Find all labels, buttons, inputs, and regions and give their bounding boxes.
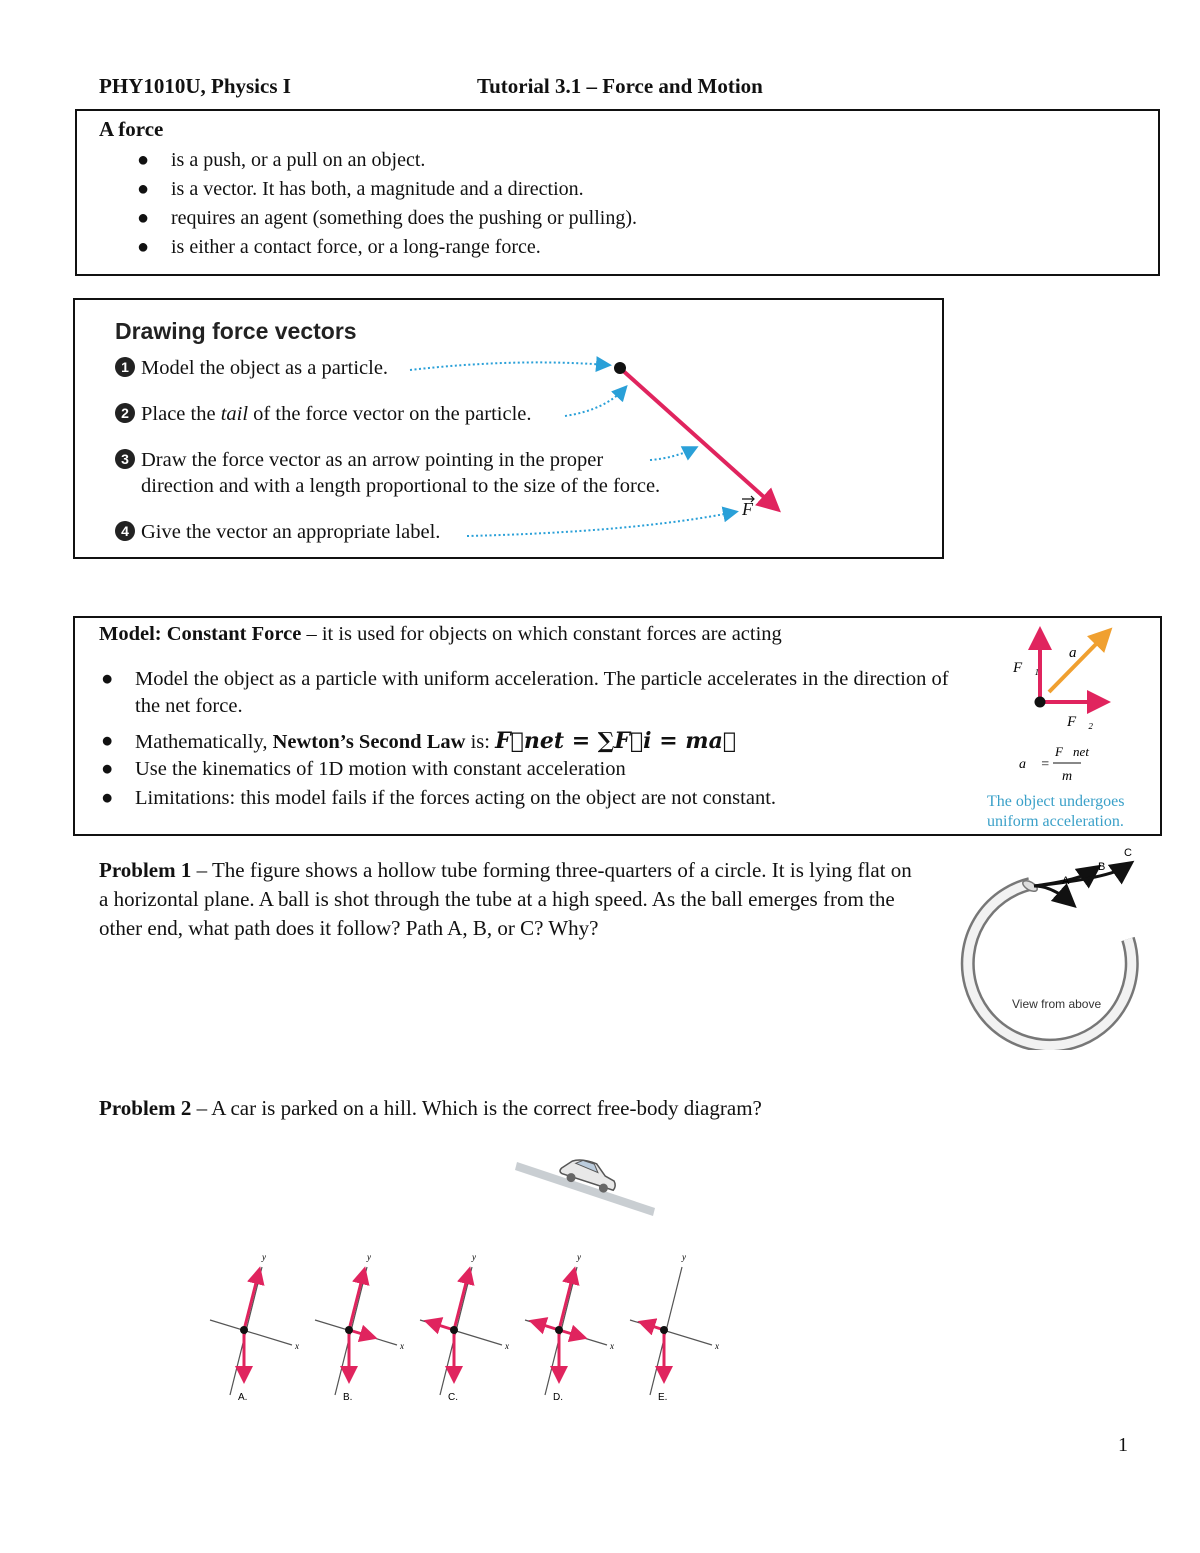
hollow-tube-figure [960, 844, 1150, 1050]
leader-step2 [565, 388, 625, 416]
step-2: 2 Place the tail of the force vector on the particle. [115, 403, 532, 426]
constant-force-model-box [73, 616, 1162, 836]
model-heading: Model: Constant Force – it is used for objects on which constant forces are acting [99, 623, 782, 645]
diagram-a-label: A. [238, 1392, 248, 1403]
step-3-continued: direction and with a length proportional to the size of the force. [141, 475, 661, 497]
figure-caption-line2: uniform acceleration. [987, 813, 1124, 830]
f2-label: F⃗₂ [1067, 714, 1094, 730]
normal-arrow [349, 1275, 363, 1330]
force-definition-box [75, 109, 1160, 276]
diagram-d[interactable] [525, 1252, 614, 1403]
vector-label: F [742, 499, 753, 519]
y-label: y [682, 1252, 686, 1262]
x-label: x [610, 1341, 614, 1351]
force-vector-arrow [620, 368, 775, 507]
force-properties-list [137, 146, 638, 262]
particle-dot [450, 1326, 458, 1334]
x-label: x [295, 1341, 299, 1351]
drawing-vectors-title: Drawing force vectors [115, 318, 357, 344]
list-item: ● Use the kinematics of 1D motion with constant acceleration [101, 758, 626, 780]
x-label: x [715, 1341, 719, 1351]
normal-arrow [454, 1275, 468, 1330]
tutorial-title: Tutorial 3.1 – Force and Motion [477, 74, 763, 98]
problem-1: Problem 1 – The figure shows a hollow tube forming three-quarters of a circle. It is lying flat on a horizontal plane. A ball is shot through the tube at a high speed. As the ball emerges from the other end, what path does it follow? Path A, B, or C? Why? [99, 858, 912, 940]
free-body-diagrams [200, 1245, 730, 1405]
figure-caption-line1: The object undergoes [987, 793, 1125, 810]
diagram-b[interactable] [315, 1252, 404, 1403]
list-item: ● requires an agent (something does the pushing or pulling). [137, 207, 638, 229]
list-item: ● Limitations: this model fails if the forces acting on the object are not constant. [101, 787, 777, 809]
equation-left: a⃗ = [1019, 757, 1050, 772]
particle-dot [240, 1326, 248, 1334]
step-1: 1 Model the object as a particle. [115, 357, 388, 380]
y-label: y [472, 1252, 476, 1262]
x-label: x [400, 1341, 404, 1351]
newtons-second-law-equation: F⃗net = ∑F⃗i = ma⃗ [495, 728, 737, 754]
path-a-label: A [1062, 875, 1070, 887]
page-number: 1 [1118, 1434, 1128, 1456]
list-item: ● Model the object as a particle with uniform acceleration. The particle accelerates in the direction of the net force. [101, 668, 949, 717]
leader-step3 [650, 448, 695, 460]
normal-arrow [559, 1275, 573, 1330]
particle-dot [660, 1326, 668, 1334]
model-bullets [101, 666, 965, 812]
car-on-hill-figure [515, 1150, 660, 1220]
step-4: 4 Give the vector an appropriate label. [115, 521, 440, 544]
path-b-label: B [1098, 861, 1106, 873]
tube-inner [968, 884, 1132, 1046]
diagram-e-label: E. [658, 1392, 668, 1403]
problem-2: Problem 2 – A car is parked on a hill. Which is the correct free-body diagram? [99, 1096, 762, 1120]
x-axis [210, 1320, 292, 1345]
y-label: y [577, 1252, 581, 1262]
diagram-e[interactable] [630, 1252, 719, 1403]
uniform-acceleration-figure [983, 622, 1159, 832]
force-vector-diagram [75, 300, 941, 556]
leader-step1 [410, 362, 608, 370]
list-item: ● is either a contact force, or a long-range force. [137, 236, 541, 258]
leader-step4 [467, 512, 735, 536]
drawing-force-vectors-box [73, 298, 944, 559]
path-c-label: C [1124, 847, 1132, 859]
acceleration-label: a⃗ [1069, 645, 1089, 661]
list-item: ● Mathematically, Newton’s Second Law is: F⃗net = ∑F⃗i = ma⃗ [101, 728, 737, 754]
path-a-arrow [1034, 886, 1070, 902]
view-from-above-caption: View from above [1012, 997, 1102, 1011]
diagram-d-label: D. [553, 1392, 563, 1403]
diagram-c-label: C. [448, 1392, 458, 1403]
particle-dot [345, 1326, 353, 1334]
list-item: ● is a push, or a pull on an object. [137, 149, 426, 171]
diagram-b-label: B. [343, 1392, 353, 1403]
particle-dot [1035, 697, 1046, 708]
normal-arrow [244, 1275, 258, 1330]
step-3: 3 Draw the force vector as an arrow pointing in the proper [115, 449, 603, 472]
diagram-a[interactable] [210, 1252, 299, 1403]
y-label: y [367, 1252, 371, 1262]
list-item: ● is a vector. It has both, a magnitude and a direction. [137, 178, 584, 200]
y-label: y [262, 1252, 266, 1262]
particle-dot [614, 362, 626, 374]
diagram-c[interactable] [420, 1252, 509, 1403]
f1-label: F⃗₁ [1013, 660, 1040, 676]
course-title: PHY1010U, Physics I [99, 74, 291, 98]
particle-dot [555, 1326, 563, 1334]
x-label: x [505, 1341, 509, 1351]
force-box-title: A force [99, 117, 164, 141]
x-axis [630, 1320, 712, 1345]
equation-numerator: F⃗net [1055, 744, 1089, 759]
equation-denominator: m [1062, 769, 1073, 784]
